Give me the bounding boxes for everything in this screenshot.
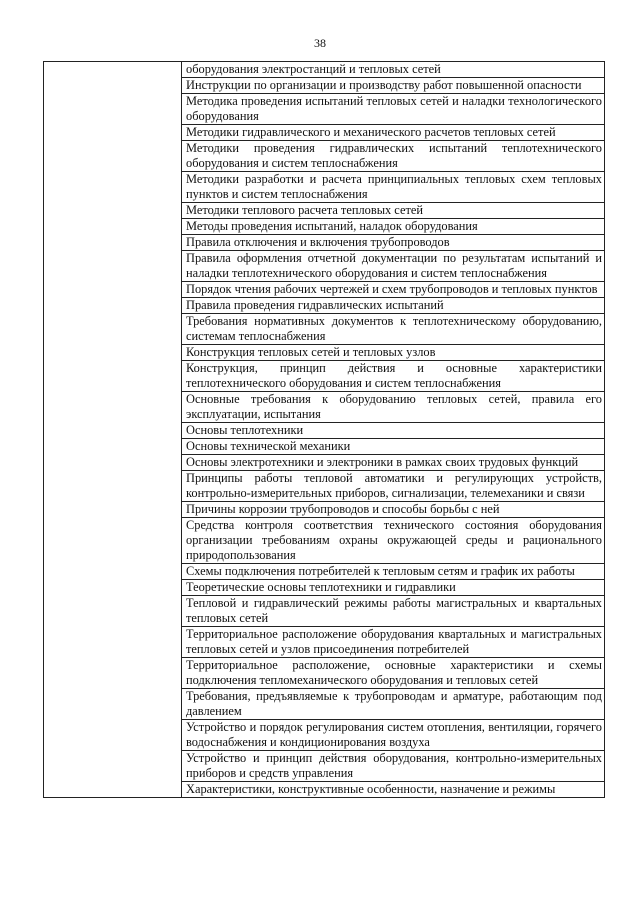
table-cell: Методы проведения испытаний, наладок оборудования bbox=[182, 219, 605, 235]
table-cell: Характеристики, конструктивные особенности, назначение и режимы bbox=[182, 782, 605, 798]
table-cell: Конструкция, принцип действия и основные характеристики теплотехнического оборудования и систем теплоснабжения bbox=[182, 361, 605, 392]
knowledge-table bbox=[43, 61, 605, 798]
table-left-column bbox=[44, 62, 182, 798]
table-cell: Принципы работы тепловой автоматики и регулирующих устройств, контрольно-измерительных приборов, сигнализации, телемеханики и связи bbox=[182, 471, 605, 502]
table-cell: Устройство и принцип действия оборудования, контрольно-измерительных приборов и средств управления bbox=[182, 751, 605, 782]
table-cell: Тепловой и гидравлический режимы работы магистральных и квартальных тепловых сетей bbox=[182, 596, 605, 627]
table-cell: Средства контроля соответствия технического состояния оборудования организации требованиям охраны окружающей среды и рационального природопользования bbox=[182, 518, 605, 564]
table-cell: Методики теплового расчета тепловых сетей bbox=[182, 203, 605, 219]
table-cell: Основы технической механики bbox=[182, 439, 605, 455]
page-number: 38 bbox=[314, 36, 326, 50]
table-cell: Основы теплотехники bbox=[182, 423, 605, 439]
table-cell: Требования нормативных документов к теплотехническому оборудованию, системам теплоснабжения bbox=[182, 314, 605, 345]
table-cell: Теоретические основы теплотехники и гидравлики bbox=[182, 580, 605, 596]
table-cell: Методики проведения гидравлических испытаний теплотехнического оборудования и систем теплоснабжения bbox=[182, 141, 605, 172]
table-cell: оборудования электростанций и тепловых сетей bbox=[182, 62, 605, 78]
table-cell: Порядок чтения рабочих чертежей и схем трубопроводов и тепловых пунктов bbox=[182, 282, 605, 298]
table-cell: Конструкция тепловых сетей и тепловых узлов bbox=[182, 345, 605, 361]
table-cell: Схемы подключения потребителей к тепловым сетям и график их работы bbox=[182, 564, 605, 580]
table-cell: Методики разработки и расчета принципиальных тепловых схем тепловых пунктов и систем теплоснабжения bbox=[182, 172, 605, 203]
table-cell: Инструкции по организации и производству работ повышенной опасности bbox=[182, 78, 605, 94]
table-cell: Устройство и порядок регулирования систем отопления, вентиляции, горячего водоснабжения и кондиционирования воздуха bbox=[182, 720, 605, 751]
table-cell: Методика проведения испытаний тепловых сетей и наладки технологического оборудования bbox=[182, 94, 605, 125]
table-row bbox=[44, 62, 605, 78]
table-cell: Территориальное расположение оборудования квартальных и магистральных тепловых сетей и узлов присоединения потребителей bbox=[182, 627, 605, 658]
table-cell: Методики гидравлического и механического расчетов тепловых сетей bbox=[182, 125, 605, 141]
table-cell: Основы электротехники и электроники в рамках своих трудовых функций bbox=[182, 455, 605, 471]
table-cell: Требования, предъявляемые к трубопроводам и арматуре, работающим под давлением bbox=[182, 689, 605, 720]
table-cell: Причины коррозии трубопроводов и способы борьбы с ней bbox=[182, 502, 605, 518]
table-cell: Правила отключения и включения трубопроводов bbox=[182, 235, 605, 251]
table-cell: Правила проведения гидравлических испытаний bbox=[182, 298, 605, 314]
table-cell: Правила оформления отчетной документации по результатам испытаний и наладки теплотехнического оборудования и систем теплоснабжения bbox=[182, 251, 605, 282]
table-cell: Основные требования к оборудованию тепловых сетей, правила его эксплуатации, испытания bbox=[182, 392, 605, 423]
table-cell: Территориальное расположение, основные характеристики и схемы подключения тепломеханического оборудования и тепловых сетей bbox=[182, 658, 605, 689]
